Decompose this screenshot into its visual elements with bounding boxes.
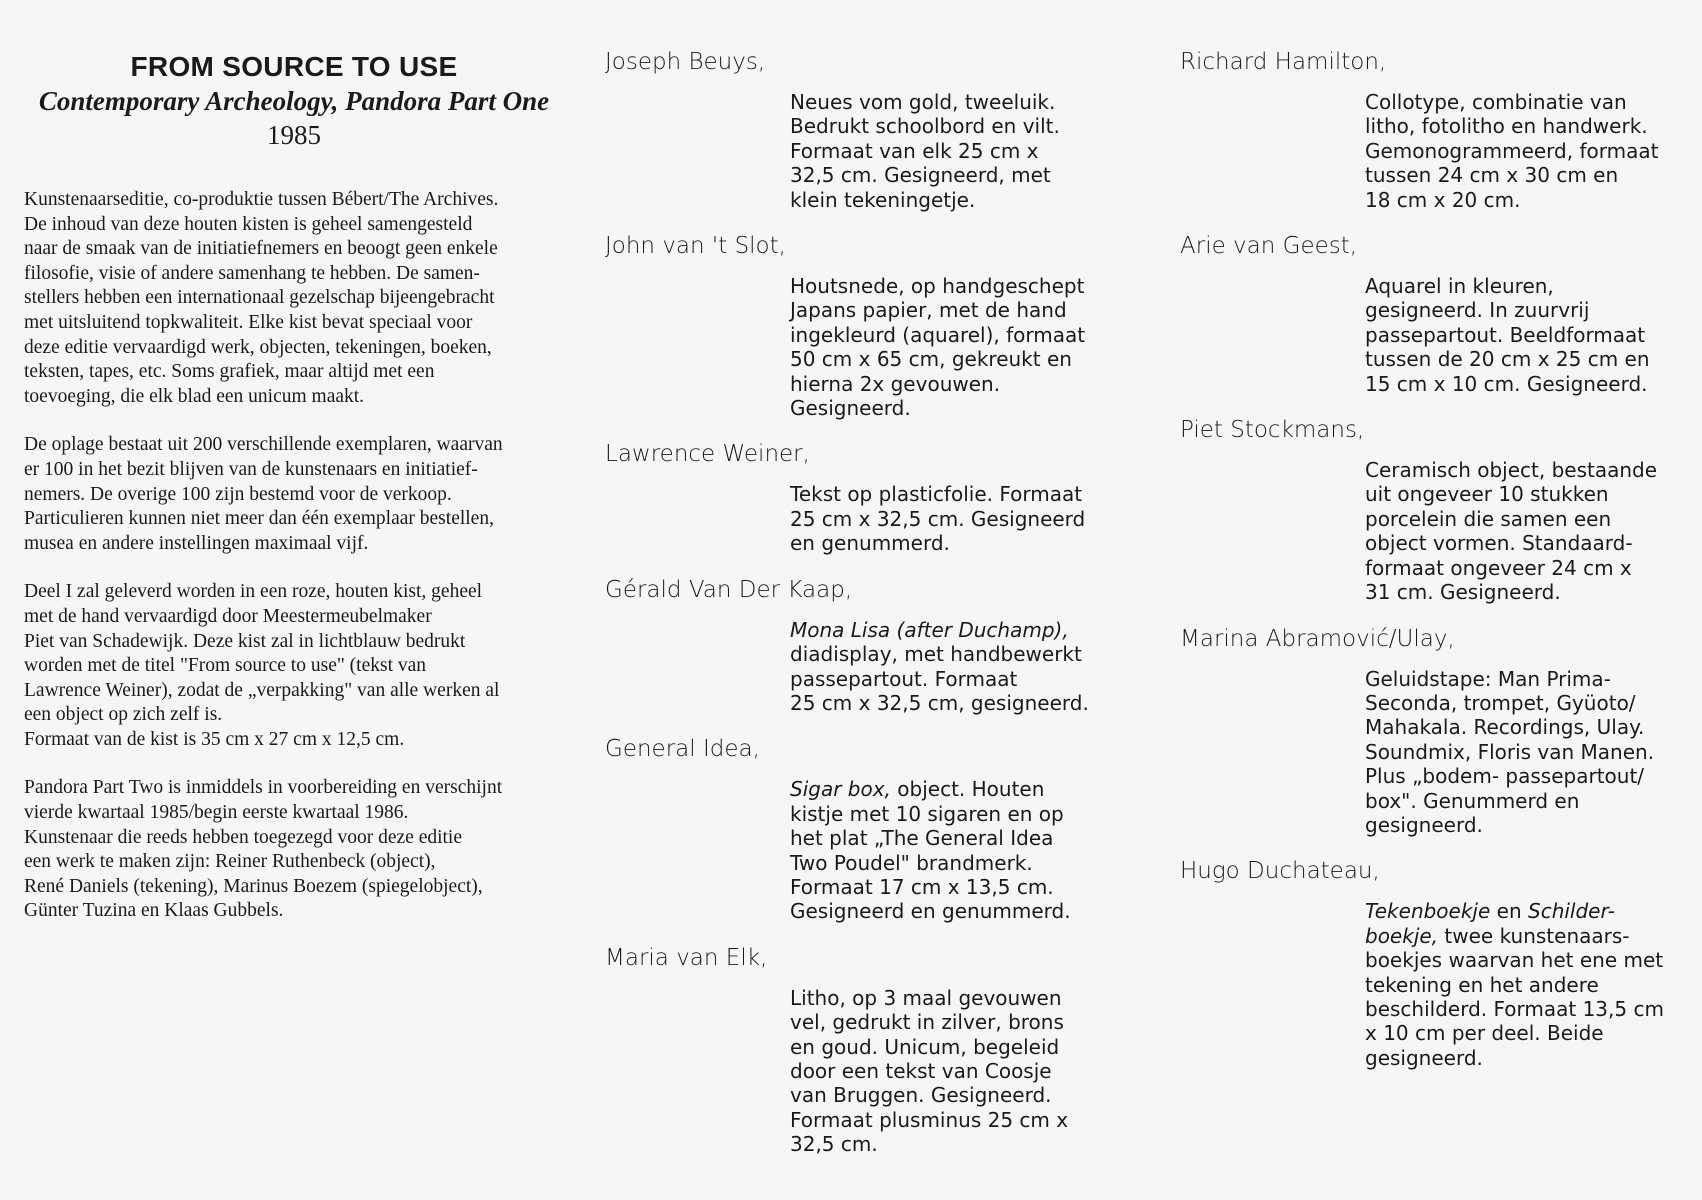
artwork-title: Mona Lisa (after Duchamp), bbox=[790, 617, 1069, 642]
artist-name: Lawrence Weiner, bbox=[605, 441, 810, 468]
artist-name: Joseph Beuys, bbox=[605, 49, 766, 75]
artist-name: Richard Hamilton, bbox=[1180, 49, 1387, 75]
artist-name: Marina Abramović/Ulay, bbox=[1180, 625, 1455, 652]
artist-entry bbox=[1180, 48, 1685, 212]
page-year: 1985 bbox=[267, 120, 321, 150]
intro-paragraph: Pandora Part Two is inmiddels in voorbereiding en verschijnt vierde kwartaal 1985/begin eerste kwartaal 1986. Kunstenaar die reeds hebben toegezegd voor deze editie een werk te maken zijn: Reiner Ruthenbeck (object), René Daniels (tekening), Marinus Boezem (spiegelobject), Günter Tuzina en Klaas Gubbels. bbox=[24, 777, 503, 922]
artist-entry bbox=[605, 735, 1115, 923]
artist-entry bbox=[1180, 416, 1685, 604]
page-subtitle: Contemporary Archeology, Pandora Part One bbox=[38, 86, 550, 116]
artwork-description bbox=[790, 618, 1115, 716]
intro-column bbox=[24, 50, 564, 948]
artist-entry bbox=[605, 232, 1115, 420]
artist-entry bbox=[1180, 625, 1685, 838]
artwork-description: Ceramisch object, bestaande uit ongeveer 10 stukken porcelein die samen een object vormen. Standaard- formaat ongeveer 24 cm x 31 cm. Gesigneerd. bbox=[1365, 458, 1658, 605]
artwork-description bbox=[790, 777, 1115, 923]
artist-entry bbox=[605, 944, 1115, 1157]
artist-entry bbox=[1180, 857, 1685, 1070]
page-title: FROM SOURCE TO USE bbox=[130, 51, 458, 82]
artwork-details: twee kunstenaars- boekjes waarvan het ene met tekening en het andere beschilderd. Formaat 13,5 cm x 10 cm per deel. Beide gesigneerd. bbox=[1365, 923, 1664, 1070]
artwork-details: diadisplay, met handbewerkt passepartout. Formaat 25 cm x 32,5 cm, gesigneerd. bbox=[790, 642, 1089, 715]
artists-column-middle bbox=[605, 48, 1115, 1177]
artist-name: Gérald Van Der Kaap, bbox=[605, 576, 853, 603]
artist-name: Hugo Duchateau, bbox=[1180, 858, 1380, 885]
artwork-description: Geluidstape: Man Prima- Seconda, trompet, Gyüoto/ Mahakala. Recordings, Ulay. Soundmix, Floris van Manen. Plus „bodem- passepartout/ box". Genummerd en gesigneerd. bbox=[1365, 666, 1655, 837]
intro-paragraph: De oplage bestaat uit 200 verschillende exemplaren, waarvan er 100 in het bezit blijven van de kunstenaars en initiatief- nemers. De overige 100 zijn bestemd voor de verkoop. Particulieren kunnen niet meer dan één exemplaar bestellen, musea en andere instellingen maximaal vijf. bbox=[24, 434, 503, 554]
artist-name: Arie van Geest, bbox=[1180, 233, 1358, 260]
intro-paragraph: Deel I zal geleverd worden in een roze, houten kist, geheel met de hand vervaardigd door Meestermeubelmaker Piet van Schadewijk. Deze kist zal in lichtblauw bedrukt worden met de titel "From source to use" (tekst van Lawrence Weiner), zodat de „verpakking" van alle werken al een object op zich zelf is. Formaat van de kist is 35 cm x 27 cm x 12,5 cm. bbox=[24, 581, 500, 750]
artwork-description: Tekst op plasticfolie. Formaat 25 cm x 32,5 cm. Gesigneerd en genummerd. bbox=[790, 482, 1086, 556]
artwork-details: object. Houten kistje met 10 sigaren en op het plat „The General Idea Two Poudel" brandmerk. Formaat 17 cm x 13,5 cm. Gesigneerd en genummerd. bbox=[790, 777, 1071, 924]
artist-name: John van 't Slot, bbox=[605, 233, 786, 260]
artists-column-right bbox=[1180, 48, 1685, 1090]
artwork-description: Aquarel in kleuren, gesigneerd. In zuurvrij passepartout. Beeldformaat tussen de 20 cm x 25 cm en 15 cm x 10 cm. Gesigneerd. bbox=[1365, 274, 1650, 396]
artwork-description: Houtsnede, op handgeschept Japans papier, met de hand ingekleurd (aquarel), formaat 50 cm x 65 cm, gekreukt en hierna 2x gevouwen. Gesigneerd. bbox=[790, 274, 1086, 421]
artwork-title: Sigar box, bbox=[790, 777, 891, 802]
artist-name: Piet Stockmans, bbox=[1180, 417, 1365, 444]
artist-entry bbox=[605, 440, 1115, 555]
artwork-description: Collotype, combinatie van litho, fotolitho en handwerk. Gemonogrammeerd, formaat tussen 24 cm x 30 cm en 18 cm x 20 cm. bbox=[1365, 90, 1659, 212]
artist-name: Maria van Elk, bbox=[605, 944, 768, 971]
artwork-connector: en bbox=[1490, 899, 1528, 924]
artwork-title: Schilder- boekje, bbox=[1365, 899, 1615, 948]
artwork-title: Tekenboekje bbox=[1365, 899, 1491, 924]
artwork-description bbox=[1365, 899, 1685, 1070]
artwork-description: Litho, op 3 maal gevouwen vel, gedrukt in zilver, brons en goud. Unicum, begeleid door een tekst van Coosje van Bruggen. Gesigneerd. Formaat plusminus 25 cm x 32,5 cm. bbox=[790, 985, 1069, 1157]
artist-entry bbox=[1180, 232, 1685, 396]
artist-entry bbox=[605, 48, 1115, 212]
artist-entry bbox=[605, 576, 1115, 716]
artist-name: General Idea, bbox=[605, 736, 760, 763]
intro-text bbox=[24, 188, 564, 924]
artwork-description: Neues vom gold, tweeluik. Bedrukt schoolbord en vilt. Formaat van elk 25 cm x 32,5 cm. Gesigneerd, met klein tekeningetje. bbox=[790, 90, 1060, 212]
intro-paragraph: Kunstenaarseditie, co-produktie tussen Bébert/The Archives. De inhoud van deze houten kisten is geheel samengesteld naar de smaak van de initiatiefnemers en beoogt geen enkele filosofie, visie of andere samenhang te hebben. De samen- stellers hebben een internationaal gezelschap bijeengebracht met uitsluitend topkwaliteit. Elke kist bevat speciaal voor deze editie vervaardigd werk, objecten, tekeningen, boeken, teksten, tapes, etc. Soms grafiek, maar altijd met een toevoeging, die elk blad een unicum maakt. bbox=[24, 189, 499, 407]
